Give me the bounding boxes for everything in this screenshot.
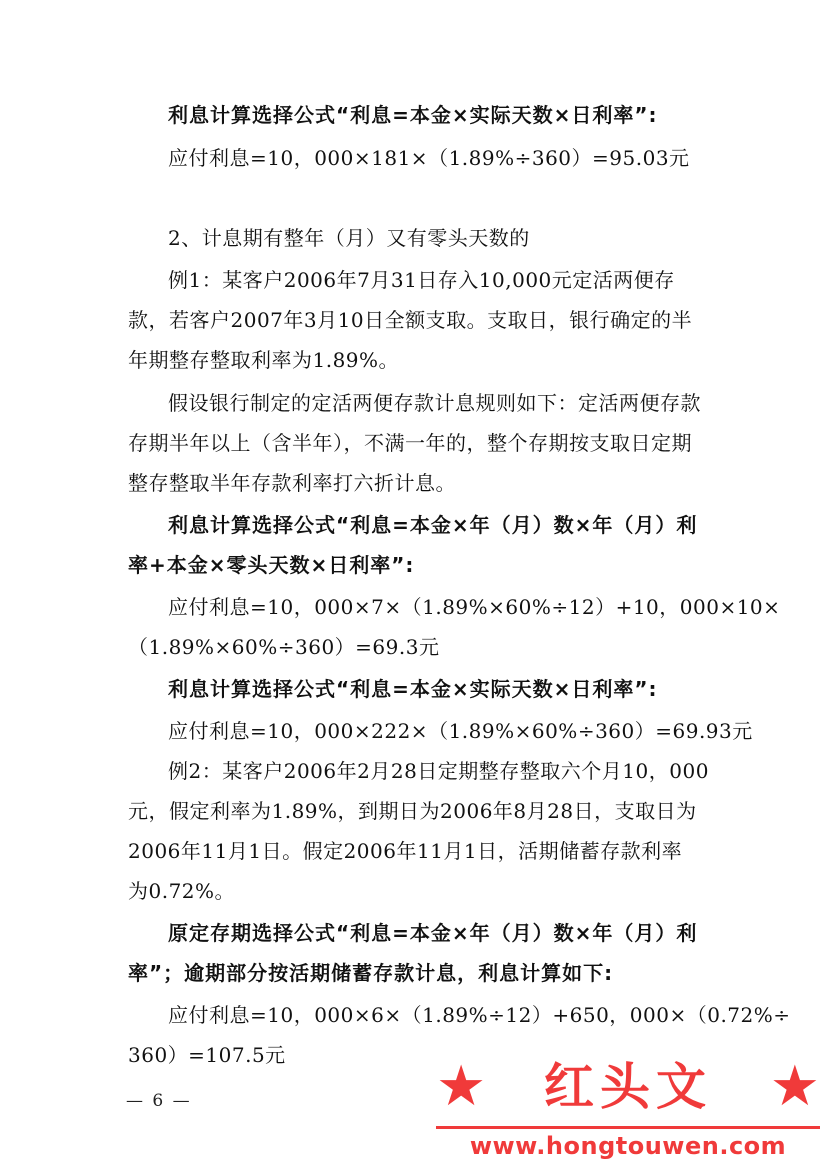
calc-line-4a: 应付利息=10，000×6×（1.89%÷12）+650，000×（0.72%÷ <box>168 1003 791 1027</box>
star-icon: ★ <box>436 1054 487 1119</box>
example-1-line-1: 例1：某客户2006年7月31日存入10,000元定活两便存 <box>168 268 675 292</box>
rule-line-2: 存期半年以上（含半年），不满一年的，整个存期按支取日定期 <box>128 431 692 455</box>
watermark-divider <box>436 1126 820 1129</box>
formula-heading-4-line-2: 率”；逾期部分按活期储蓄存款计息，利息计算如下: <box>128 961 614 985</box>
formula-heading-2-line-1: 利息计算选择公式“利息=本金×年（月）数×年（月）利 <box>168 513 698 537</box>
formula-heading-2-line-2: 率+本金×零头天数×日利率”: <box>128 553 415 577</box>
watermark-title <box>436 1052 820 1122</box>
calc-line-2b: （1.89%×60%÷360）=69.3元 <box>128 635 440 659</box>
section-heading-2: 2、计息期有整年（月）又有零头天数的 <box>168 226 530 250</box>
calc-line-1: 应付利息=10，000×181×（1.89%÷360）=95.03元 <box>168 146 690 170</box>
watermark <box>436 1052 820 1162</box>
calc-line-4b: 360）=107.5元 <box>128 1043 286 1067</box>
calc-line-2a: 应付利息=10，000×7×（1.89%×60%÷12）+10，000×10× <box>168 595 781 619</box>
rule-line-3: 整存整取半年存款利率打六折计息。 <box>128 471 456 495</box>
watermark-text: 红头文 <box>544 1058 712 1116</box>
formula-heading-1: 利息计算选择公式“利息=本金×实际天数×日利率”: <box>168 103 658 127</box>
page-number: — 6 — <box>126 1091 192 1111</box>
example-2-line-2: 元，假定利率为1.89%，到期日为2006年8月28日，支取日为 <box>128 799 697 823</box>
watermark-url: www.hongtouwen.com <box>469 1132 787 1160</box>
example-1-line-3: 年期整存整取利率为1.89%。 <box>128 348 400 372</box>
calc-line-3: 应付利息=10，000×222×（1.89%×60%÷360）=69.93元 <box>168 719 753 743</box>
star-icon: ★ <box>769 1054 820 1119</box>
example-2-line-4: 为0.72%。 <box>128 879 236 903</box>
example-2-line-1: 例2：某客户2006年2月28日定期整存整取六个月10，000 <box>168 759 709 783</box>
formula-heading-3: 利息计算选择公式“利息=本金×实际天数×日利率”: <box>168 677 658 701</box>
example-2-line-3: 2006年11月1日。假定2006年11月1日，活期储蓄存款利率 <box>128 839 683 863</box>
formula-heading-4-line-1: 原定存期选择公式“利息=本金×年（月）数×年（月）利 <box>168 921 698 945</box>
example-1-line-2: 款，若客户2007年3月10日全额支取。支取日，银行确定的半 <box>128 308 693 332</box>
rule-line-1: 假设银行制定的定活两便存款计息规则如下：定活两便存款 <box>168 391 701 415</box>
